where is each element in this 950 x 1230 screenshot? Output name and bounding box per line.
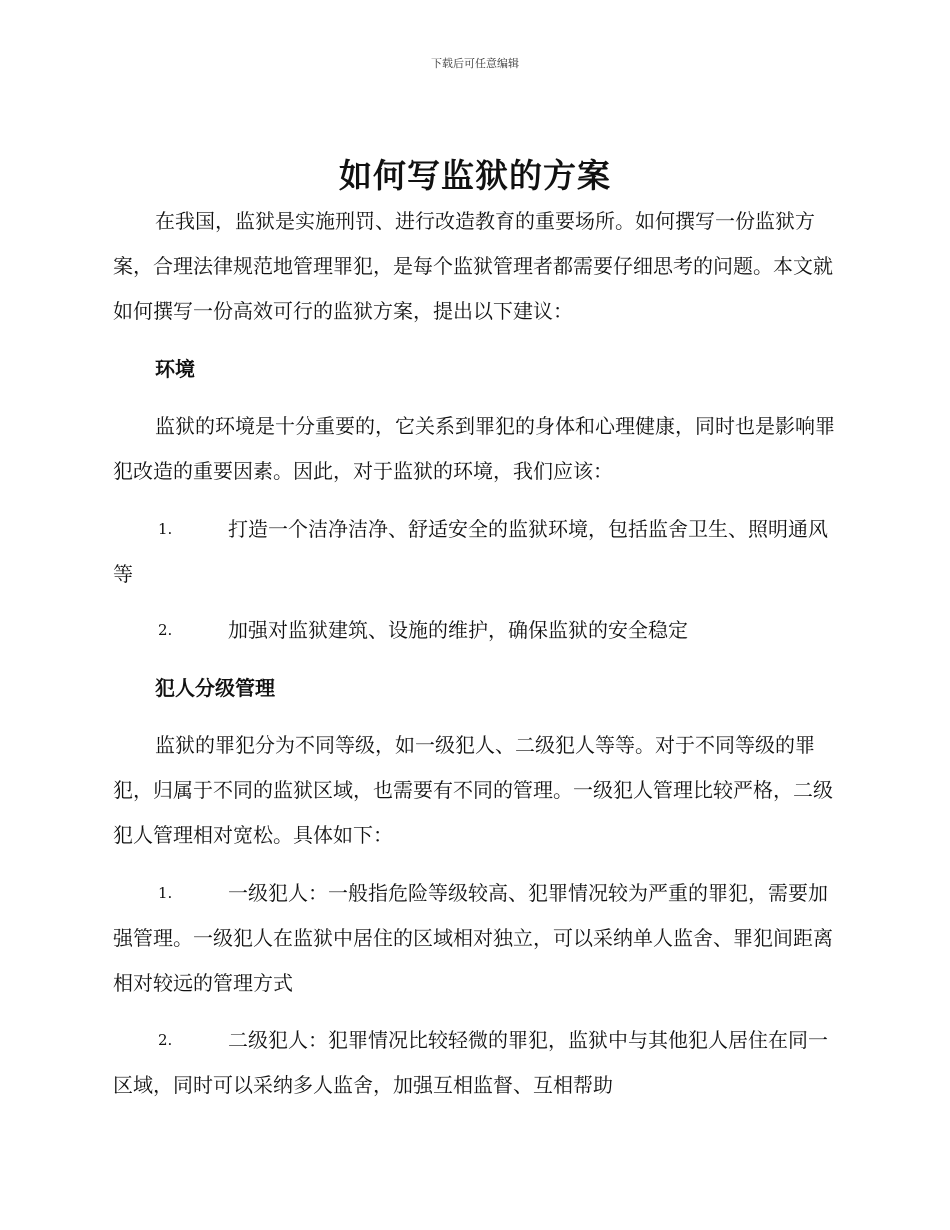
document-title: 如何写监狱的方案 (339, 156, 611, 195)
environment-paragraph: 监狱的环境是十分重要的，它关系到罪犯的身体和心理健康，同时也是影响罪犯改造的重要因素。因此，对于监狱的环境，我们应该： (113, 414, 835, 483)
list-item (113, 608, 843, 653)
section-heading-environment: 环境 (155, 357, 195, 381)
list-number: 2. (158, 621, 173, 639)
list-item (113, 507, 843, 597)
classification-paragraph: 监狱的罪犯分为不同等级，如一级犯人、二级犯人等等。对于不同等级的罪犯，归属于不同的监狱区域，也需要有不同的管理。一级犯人管理比较严格，二级犯人管理相对宽松。具体如下： (113, 733, 833, 847)
list-item (113, 1018, 843, 1108)
list-item-text: 二级犯人：犯罪情况比较轻微的罪犯，监狱中与其他犯人居住在同一区域，同时可以采纳多人监舍，加强互相监督、互相帮助 (113, 1028, 828, 1097)
list-item (113, 871, 843, 1006)
page-header: 下载后可任意编辑 (431, 57, 519, 70)
list-number: 1. (158, 884, 173, 902)
intro-paragraph: 在我国，监狱是实施刑罚、进行改造教育的重要场所。如何撰写一份监狱方案，合理法律规范地管理罪犯，是每个监狱管理者都需要仔细思考的问题。本文就如何撰写一份高效可行的监狱方案，提出以下建议： (113, 209, 833, 323)
list-item-text: 打造一个洁净洁净、舒适安全的监狱环境，包括监舍卫生、照明通风等 (113, 517, 828, 586)
list-number: 2. (158, 1031, 173, 1049)
list-item-text: 加强对监狱建筑、设施的维护，确保监狱的安全稳定 (228, 618, 688, 642)
list-number: 1. (158, 520, 173, 538)
section-heading-classification: 犯人分级管理 (155, 676, 275, 700)
list-item-text: 一级犯人：一般指危险等级较高、犯罪情况较为严重的罪犯，需要加强管理。一级犯人在监狱中居住的区域相对独立，可以采纳单人监舍、罪犯间距离相对较远的管理方式 (113, 881, 833, 995)
